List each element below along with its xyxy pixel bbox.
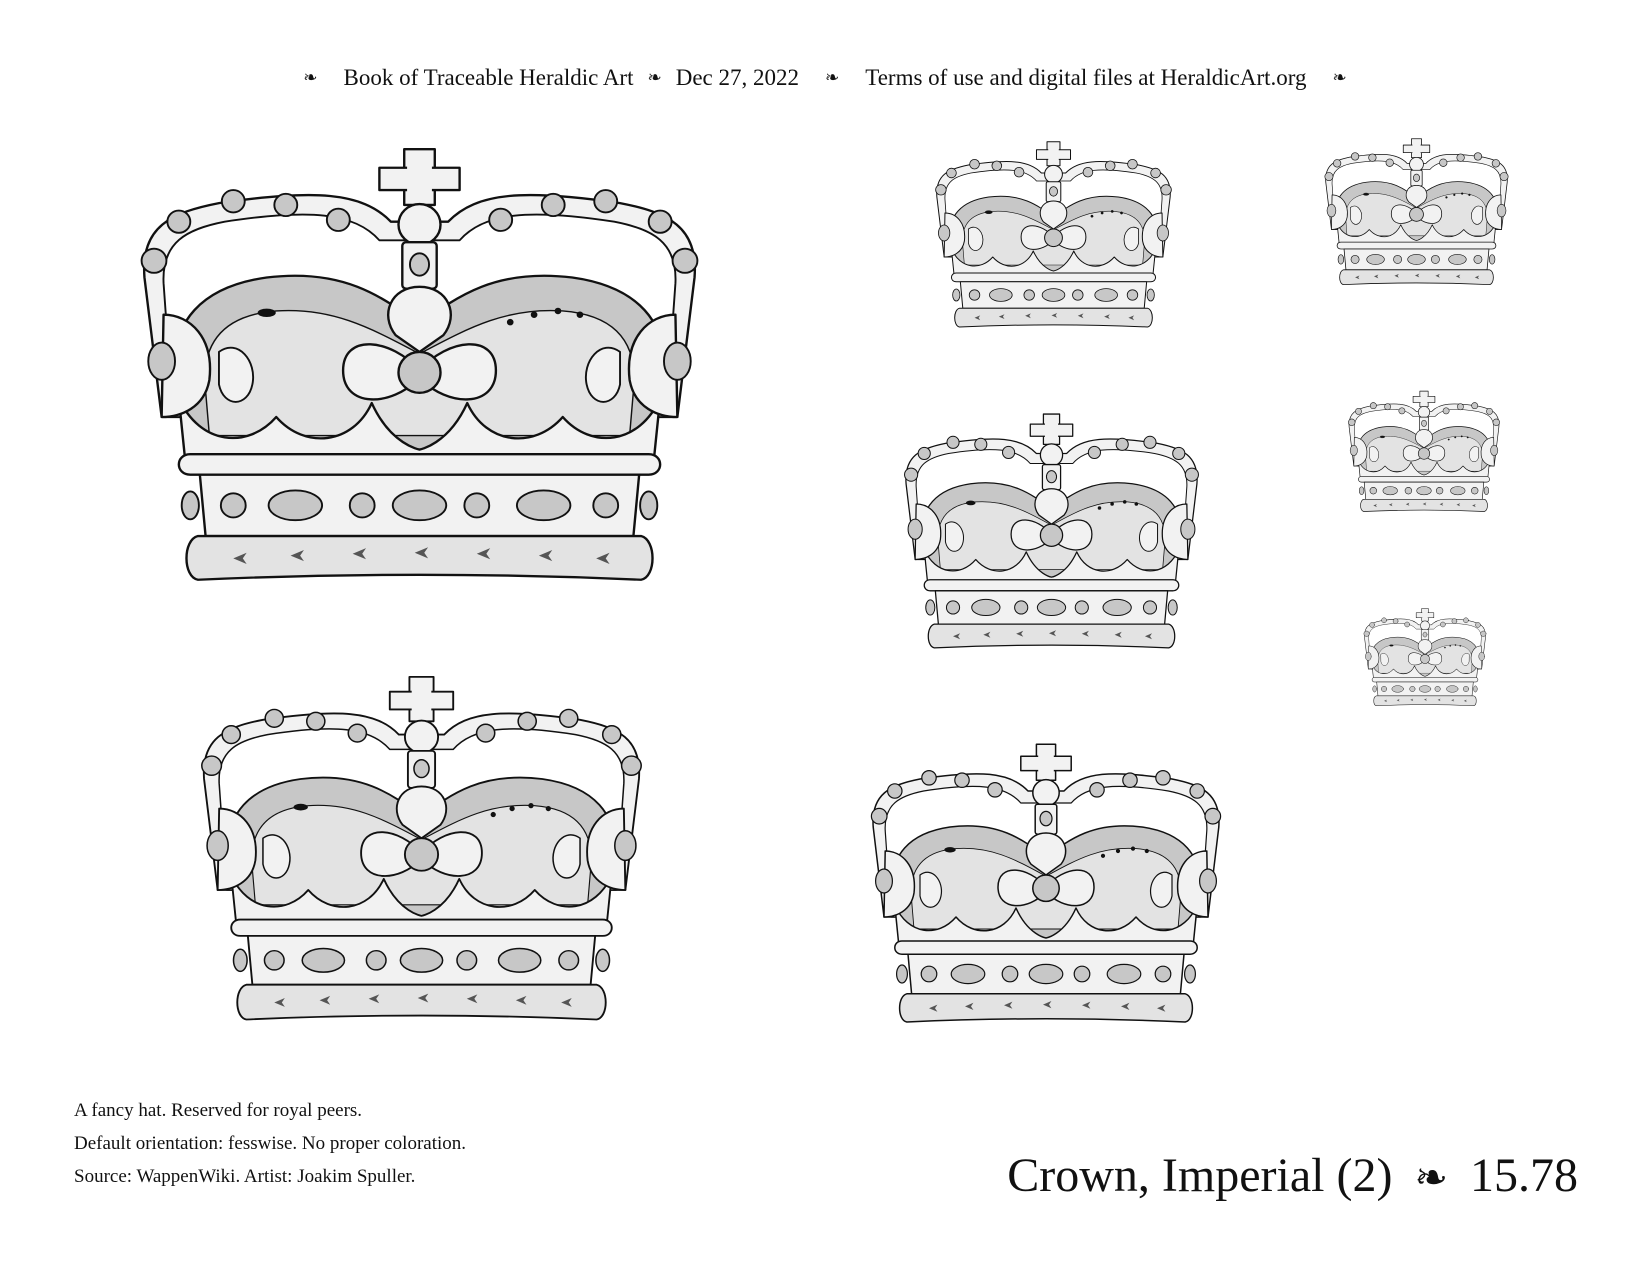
crown-small [905, 414, 1199, 648]
fleuron-icon: ❧ [825, 68, 840, 87]
crown-smallest [1364, 609, 1486, 706]
plate-number: 15.78 [1470, 1149, 1578, 1202]
crown-tinier [1348, 391, 1499, 511]
terms-note: Terms of use and digital files at HeraldicArt.org [865, 65, 1307, 90]
edition-date: Dec 27, 2022 [675, 65, 800, 90]
description-note: A fancy hat. Reserved for royal peers. [74, 1100, 363, 1121]
fleuron-icon: ❧ [1414, 1155, 1448, 1200]
book-title: Book of Traceable Heraldic Art [343, 65, 634, 90]
fleuron-icon: ❧ [303, 68, 318, 87]
source-note: Source: WappenWiki. Artist: Joakim Spuller. [74, 1166, 416, 1187]
orientation-note: Default orientation: fesswise. No proper coloration. [74, 1133, 467, 1154]
crown-medium-right [871, 744, 1220, 1022]
crown-medium [202, 677, 641, 1020]
crown-smaller [936, 142, 1172, 327]
fleuron-icon: ❧ [647, 68, 662, 87]
plate-title [1007, 1148, 1578, 1203]
caption-notes [74, 1094, 466, 1193]
fleuron-icon: ❧ [1332, 68, 1347, 87]
plate-name: Crown, Imperial (2) [1007, 1149, 1393, 1202]
crown-tiny [1325, 139, 1508, 285]
crown-large [142, 149, 698, 580]
